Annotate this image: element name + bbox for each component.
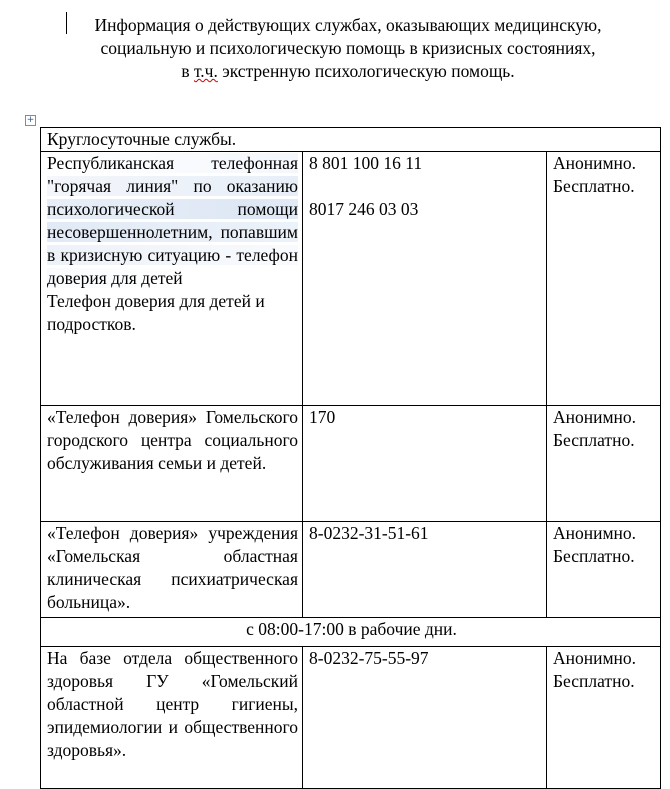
- service-description-extra: Телефон доверия для детей и подростков.: [47, 291, 265, 334]
- service-description-cell: [41, 152, 303, 406]
- spacer: [309, 175, 542, 198]
- phone-number: 8 801 100 16 11: [309, 153, 423, 173]
- note-anonymous: Анонимно.: [553, 523, 637, 543]
- service-description-cell: [41, 406, 303, 522]
- phone-cell: [303, 522, 547, 618]
- service-description-cell: [41, 522, 303, 618]
- notes-cell: [547, 152, 661, 406]
- heading-line-1: Информация о действующих службах, оказывающих медицинскую,: [94, 15, 602, 35]
- section-title-round-clock: Круглосуточные службы.: [41, 128, 661, 152]
- table-row: [41, 647, 661, 789]
- table-row: [41, 152, 661, 406]
- note-anonymous: Анонимно.: [553, 153, 637, 173]
- phone-number: 8017 246 03 03: [309, 199, 419, 219]
- service-description: «Телефон доверия» Гомельского городского центра социального обслуживания семьи и детей.: [47, 407, 298, 473]
- note-free: Бесплатно.: [553, 430, 635, 450]
- phone-number: 170: [309, 407, 336, 427]
- table-row: [41, 406, 661, 522]
- service-description-cell: [41, 647, 303, 789]
- heading-line-3-end: экстренную психологическую помощь.: [217, 61, 515, 81]
- phone-cell: [303, 406, 547, 522]
- notes-cell: [547, 647, 661, 789]
- service-description: На базе отдела общественного здоровья ГУ «Гомельский областной центр гигиены, эпидемиологии и общественного здоровья».: [47, 648, 298, 760]
- heading-line-3-start: в: [181, 61, 194, 81]
- phone-cell: [303, 647, 547, 789]
- section-row-working-hours: [41, 618, 661, 647]
- service-description: «Телефон доверия» учреждения «Гомельская областная клиническая психиатрическая больница».: [47, 523, 298, 612]
- phone-number: 8-0232-75-55-97: [309, 648, 429, 668]
- note-free: Бесплатно.: [553, 546, 635, 566]
- phone-number: 8-0232-31-51-61: [309, 523, 429, 543]
- heading-line-3: [40, 60, 656, 83]
- note-free: Бесплатно.: [553, 176, 635, 196]
- note-free: Бесплатно.: [553, 671, 635, 691]
- phone-cell: [303, 152, 547, 406]
- table-move-handle-icon[interactable]: +: [26, 115, 35, 125]
- note-anonymous: Анонимно.: [553, 648, 637, 668]
- heading-line-2: социальную и психологическую помощь в кризисных состояниях,: [100, 38, 596, 58]
- section-title-working-hours: с 08:00-17:00 в рабочие дни.: [41, 618, 661, 647]
- services-table: [40, 127, 661, 789]
- note-anonymous: Анонимно.: [553, 407, 637, 427]
- table-row: [41, 522, 661, 618]
- notes-cell: [547, 406, 661, 522]
- notes-cell: [547, 522, 661, 618]
- document-heading: [40, 14, 656, 83]
- spellcheck-word: т.ч.: [193, 61, 218, 81]
- section-row-round-clock: [41, 128, 661, 152]
- service-description: Республиканская телефонная "горячая линия" по оказанию психологической помощи несовершеннолетним, попавшим в кризисную ситуацию - телефон доверия для детей: [47, 153, 298, 288]
